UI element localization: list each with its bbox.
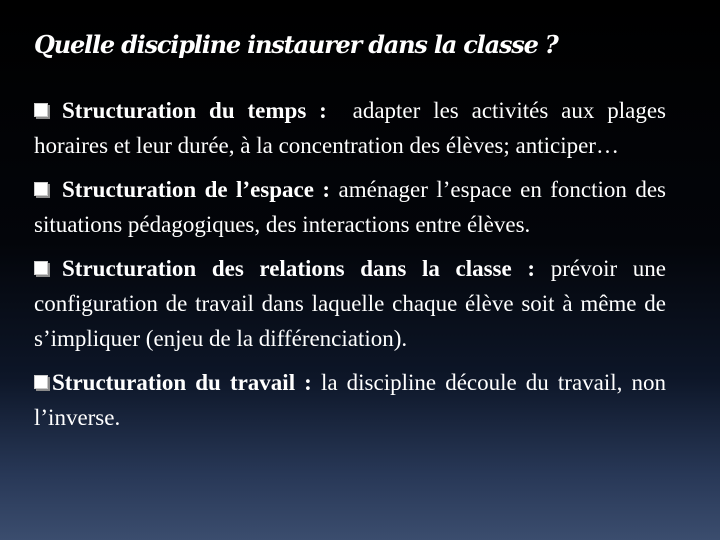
bullet-item-relations <box>34 251 666 356</box>
square-bullet-icon <box>34 103 48 117</box>
bullet-item-travail <box>34 365 666 435</box>
square-bullet-icon <box>34 261 48 275</box>
bullet-text: prévoir une configuration de travail dans laquelle chaque élève soit à même de s’impliquer (enjeu de la différenciation). <box>34 256 667 351</box>
bullet-list <box>34 93 666 444</box>
bullet-text: aménager l’espace en fonction des situations pédagogiques, des interactions entre élèves. <box>34 177 667 237</box>
bullet-text: adapter les activités aux plages horaires et leur durée, à la concentration des élèves; anticiper… <box>34 98 667 158</box>
bullet-heading: Structuration des relations dans la classe : <box>62 256 536 281</box>
bullet-heading: Structuration du temps : <box>62 98 327 123</box>
bullet-item-espace <box>34 172 666 242</box>
bullet-heading: Structuration du travail : <box>52 370 312 395</box>
square-bullet-icon <box>34 182 48 196</box>
square-bullet-icon <box>34 375 48 389</box>
slide-title: Quelle discipline instaurer dans la classe ? <box>34 30 558 59</box>
bullet-heading: Structuration de l’espace : <box>62 177 331 202</box>
bullet-item-temps <box>34 93 666 163</box>
bullet-text: la discipline découle du travail, non l’inverse. <box>34 370 667 430</box>
